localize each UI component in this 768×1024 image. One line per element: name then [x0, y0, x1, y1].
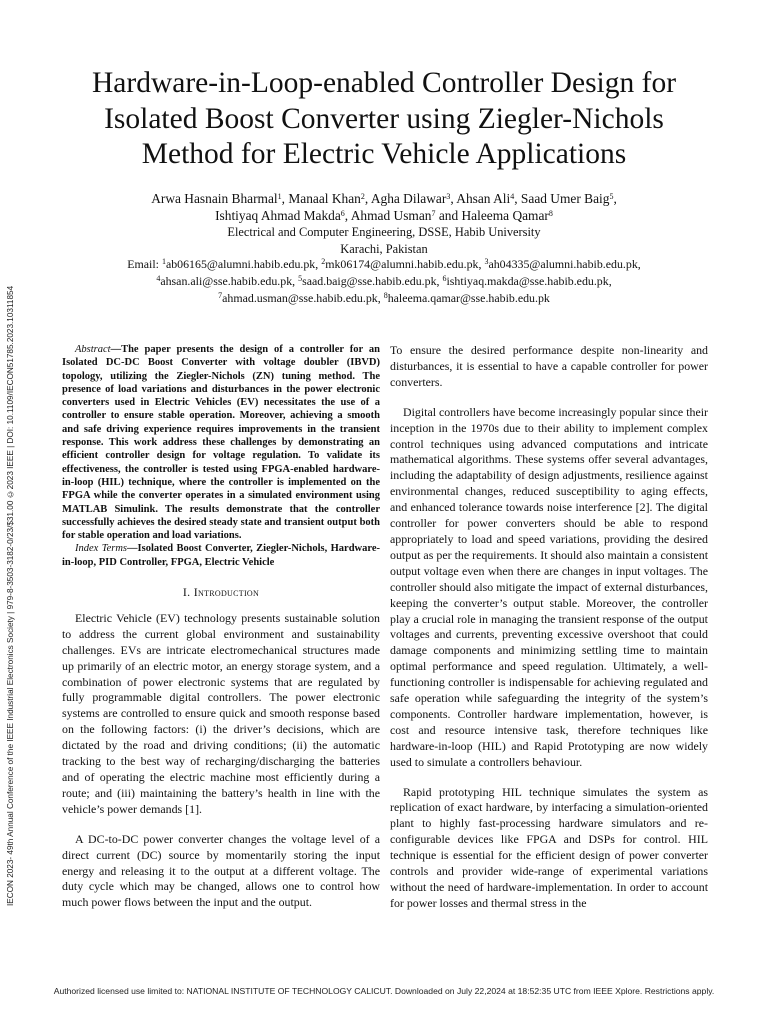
- abstract: [62, 343, 380, 542]
- author-name: Manaal Khan: [288, 191, 361, 206]
- left-column: [62, 343, 380, 911]
- body-paragraph: Rapid prototyping HIL technique simulates the system as replication of exact hardware, by interfacing a simulation-oriented plant to highly fast-processing hardware simulators and re-configurable devices like FPGA and DSPs for control. HIL technique is essential for the efficient design of power converter controls and provider wide-range of experimental variations without the need of hardware-implementation. In order to account for power losses and thermal stress in the: [390, 784, 708, 910]
- author-marker: 6: [340, 209, 345, 218]
- author-name: Ishtiyaq Ahmad Makda: [215, 208, 341, 223]
- author-name: Saad Umer Baig: [520, 191, 610, 206]
- author-name: Arwa Hasnain Bharmal: [151, 191, 278, 206]
- index-terms: [62, 542, 380, 569]
- license-footer: Authorized licensed use limited to: NATIONAL INSTITUTE OF TECHNOLOGY CALICUT. Downloaded on July 22,2024 at 18:52:35 UTC from IEEE Xplore. Restrictions apply.: [53, 986, 715, 996]
- affiliation-location: Karachi, Pakistan: [340, 242, 428, 256]
- email-address[interactable]: ahsan.ali@sse.habib.edu.pk,: [160, 274, 299, 288]
- author-list: [60, 190, 708, 224]
- paragraph-gap: [390, 771, 708, 785]
- email-label: Email:: [127, 257, 162, 271]
- author-marker: 7: [431, 209, 436, 218]
- section-numeral: I.: [182, 585, 191, 600]
- email-marker: 2: [321, 257, 326, 266]
- email-line-3: [60, 290, 708, 307]
- email-marker: 3: [484, 257, 489, 266]
- publication-side-note: IECON 2023- 49th Annual Conference of the IEEE Industrial Electronics Society | 979-8-3503-3182-0/23/$31.00 ©2023 IEEE | DOI: 10.1109/IECON51785.2023.10311854: [6, 285, 15, 907]
- affiliation-department: Electrical and Computer Engineering, DSSE, Habib University: [227, 225, 541, 239]
- email-address[interactable]: mk06174@alumni.habib.edu.pk,: [325, 257, 485, 271]
- abstract-text: —The paper presents the design of a controller for an Isolated DC-DC Boost Converter with voltage doubler (IBVD) topology, utilizing the Ziegler-Nichols (ZN) tuning method. The presence of load variations and disturbances in the power electronic converters used in Electric Vehicles (EV) necessitates the use of a controller to ensure stable operation. Moreover, achieving a smooth and safe driving experience requires improvements in the transient response. This work address these challenges by demonstrating an efficient controller design for voltage regulation. To validate its effectiveness, the controller is tested using FPGA-enabled hardware-in-loop (HIL) technique, where the controller is implemented on the FPGA while the converter operates in a simulated environment using MATLAB Simulink. The results demonstrate that the controller successfully achieves the desired steady state and transient output both for stable operation and load variations.: [62, 344, 380, 542]
- index-terms-lead: Index Terms: [75, 543, 128, 555]
- author-marker: 2: [360, 192, 365, 201]
- email-marker: 6: [442, 274, 447, 283]
- author-separator: ,: [344, 208, 351, 223]
- email-address[interactable]: ishtiyaq.makda@sse.habib.edu.pk,: [446, 274, 612, 288]
- author-separator: ,: [613, 191, 617, 206]
- email-marker: 5: [298, 274, 303, 283]
- author-separator: and: [435, 208, 462, 223]
- body-paragraph: Digital controllers have become increasingly popular since their inception in the 1970s due to their ability to implement complex control techniques using advanced computations and intricate mathematical algorithms. These systems offer several advantages, including the adaptability of design adjustments, resilience against environmental changes, reduced susceptibility to aging effects, and enhanced tolerance towards noise interference [2]. The digital controller for power converters should be able to respond appropriately to load and speed variations, providing the desired output as per the requirements. It should also maintain a consistent output voltage even when there are changes in input voltages. The controller should also mitigate the impact of external disturbances, keeping the converter’s output stable. Moreover, the controller play a crucial role in managing the transient response of the output voltages and currents, preventing excessive overshoot that could damage components and minimizing settling time to maintain optimal performance and speed regulation. Ultimately, a well-functioning controller is indispensable for achieving regulated and safe operation while safeguarding the integrity of the system’s components. Controller hardware implementation, however, is cost and resource intensive task, therefore techniques like hardware-in-loop (HIL) and Rapid Prototyping are now widely used to simulate a controllers behaviour.: [390, 404, 708, 769]
- author-marker: 5: [609, 192, 614, 201]
- affiliation: [60, 224, 708, 258]
- body-paragraph: To ensure the desired performance despite non-linearity and disturbances, it is essential to have a capable controller for power converters.: [390, 343, 708, 389]
- abstract-paragraph: [62, 343, 380, 542]
- paragraph-gap: [390, 391, 708, 405]
- author-marker: 1: [277, 192, 282, 201]
- email-marker: 7: [218, 291, 223, 300]
- author-line-2: [60, 207, 708, 224]
- author-line-1: [60, 190, 708, 207]
- email-address[interactable]: haleema.qamar@sse.habib.edu.pk: [387, 291, 550, 305]
- email-marker: 1: [161, 257, 166, 266]
- section-heading-introduction: [62, 585, 380, 601]
- abstract-lead: Abstract: [75, 344, 111, 355]
- author-name: Agha Dilawar: [370, 191, 447, 206]
- email-marker: 4: [156, 274, 161, 283]
- author-separator: ,: [364, 191, 371, 206]
- author-separator: ,: [281, 191, 289, 206]
- email-address[interactable]: ahmad.usman@sse.habib.edu.pk,: [222, 291, 384, 305]
- author-name: Ahmad Usman: [350, 208, 432, 223]
- right-column: [390, 343, 708, 912]
- author-separator: ,: [450, 191, 457, 206]
- section-title: Introduction: [193, 585, 260, 600]
- author-separator: ,: [514, 191, 521, 206]
- author-name: Haleema Qamar: [461, 208, 549, 223]
- email-address[interactable]: ab06165@alumni.habib.edu.pk,: [165, 257, 322, 271]
- email-line-2: [60, 273, 708, 290]
- paragraph-gap: [62, 818, 380, 832]
- author-marker: 3: [446, 192, 451, 201]
- email-address[interactable]: ah04335@alumni.habib.edu.pk,: [488, 257, 641, 271]
- email-line-1: [60, 256, 708, 273]
- email-address[interactable]: saad.baig@sse.habib.edu.pk,: [302, 274, 443, 288]
- author-marker: 4: [510, 192, 515, 201]
- email-list: [60, 256, 708, 307]
- email-marker: 8: [383, 291, 388, 300]
- author-name: Ahsan Ali: [456, 191, 511, 206]
- index-terms-text: —Isolated Boost Converter, Ziegler-Nichols, Hardware-in-loop, PID Controller, FPGA, Electric Vehicle: [62, 543, 381, 568]
- body-paragraph: Electric Vehicle (EV) technology presents sustainable solution to address the current global environment and sustainability challenges. EVs are intricate electromechanical structures made up primarily of an electric motor, an energy storage system, and a combination of power electronic systems that are regulated by fully programmable digital controllers. The power electronic systems are controlled to ensure quick and smooth response based on the following factors: (i) the driver’s decisions, which are dictated by the road and driving conditions; (ii) the automatic tracking to the best way of recharging/discharging the batteries and of operating the electric machine most efficiently during a route; and (iii) maintaining the battery’s health in line with the vehicle’s power demands [1].: [62, 610, 380, 816]
- paper-title: Hardware-in-Loop-enabled Controller Design for Isolated Boost Converter using Ziegler-Nichols Method for Electric Vehicle Applications: [91, 67, 677, 170]
- author-marker: 8: [548, 209, 553, 218]
- body-paragraph: A DC-to-DC power converter changes the voltage level of a direct current (DC) source by momentarily storing the input energy and releasing it to the output at a different voltage. The duty cycle which may be changed, allows one to control how much power flows between the input and the output.: [62, 831, 380, 910]
